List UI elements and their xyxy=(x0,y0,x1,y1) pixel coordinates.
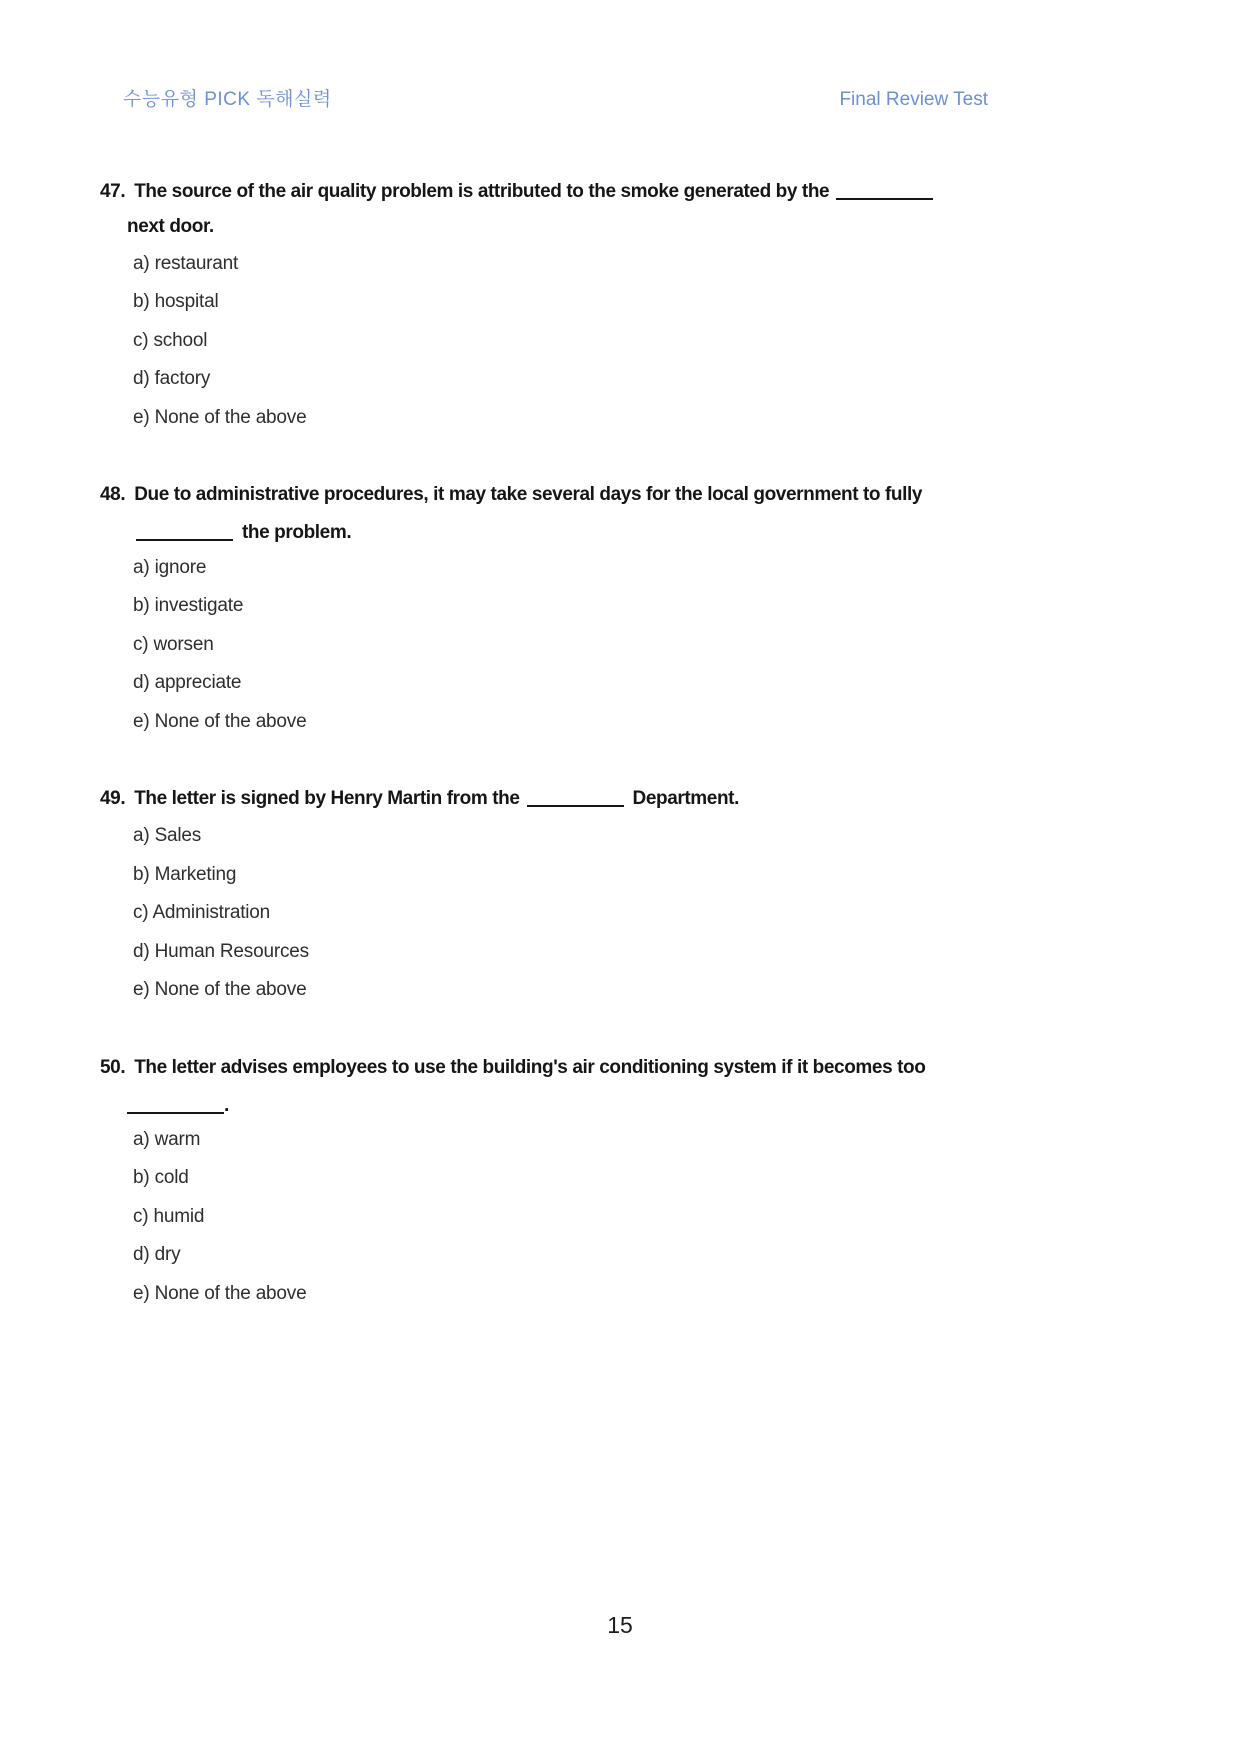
option-item: b) cold xyxy=(133,1167,189,1188)
question-number: 48. xyxy=(100,484,126,505)
answer-blank xyxy=(527,790,624,807)
option-item: a) ignore xyxy=(133,557,207,578)
question-stem-text: The letter advises employees to use the building's air conditioning system if it becomes too xyxy=(134,1057,926,1078)
option-item: e) None of the above xyxy=(133,979,307,1000)
option-item: d) Human Resources xyxy=(133,941,309,962)
option-item: b) Marketing xyxy=(133,864,237,885)
question-stem-line xyxy=(127,1093,229,1119)
question-stem-text: The source of the air quality problem is attributed to the smoke generated by the xyxy=(134,181,830,202)
question-stem-line xyxy=(100,482,922,508)
question-number: 49. xyxy=(100,788,126,809)
option-item: c) Administration xyxy=(133,902,271,923)
answer-blank xyxy=(127,1097,224,1114)
option-item: b) hospital xyxy=(133,291,219,312)
question-number: 47. xyxy=(100,181,126,202)
question-stem-text: . xyxy=(224,1095,229,1116)
question-stem-text: Department. xyxy=(632,788,739,809)
option-item: e) None of the above xyxy=(133,711,307,732)
question-stem-line xyxy=(100,1055,925,1081)
question-stem-text: The letter is signed by Henry Martin from the xyxy=(134,788,520,809)
option-item: d) dry xyxy=(133,1244,181,1265)
page-number: 15 xyxy=(607,1612,633,1638)
option-item: a) restaurant xyxy=(133,253,239,274)
question-stem-line xyxy=(127,214,214,240)
option-item: d) factory xyxy=(133,368,211,389)
answer-blank xyxy=(136,524,233,541)
question-stem-line xyxy=(136,520,351,546)
option-item: e) None of the above xyxy=(133,1283,307,1304)
option-item: d) appreciate xyxy=(133,672,242,693)
question-stem-line xyxy=(100,179,933,205)
option-item: b) investigate xyxy=(133,595,244,616)
section-title: Final Review Test xyxy=(839,89,988,110)
option-item: e) None of the above xyxy=(133,407,307,428)
question-stem-text: next door. xyxy=(127,216,214,237)
question-stem-line xyxy=(100,786,739,812)
option-item: c) worsen xyxy=(133,634,214,655)
option-item: a) warm xyxy=(133,1129,201,1150)
document-title: 수능유형 PICK 독해실력 xyxy=(123,89,332,110)
answer-blank xyxy=(836,183,933,200)
option-item: c) school xyxy=(133,330,208,351)
option-item: c) humid xyxy=(133,1206,205,1227)
question-stem-text: the problem. xyxy=(242,522,352,543)
option-item: a) Sales xyxy=(133,825,202,846)
question-number: 50. xyxy=(100,1057,126,1078)
question-stem-text: Due to administrative procedures, it may take several days for the local government to fully xyxy=(134,484,923,505)
